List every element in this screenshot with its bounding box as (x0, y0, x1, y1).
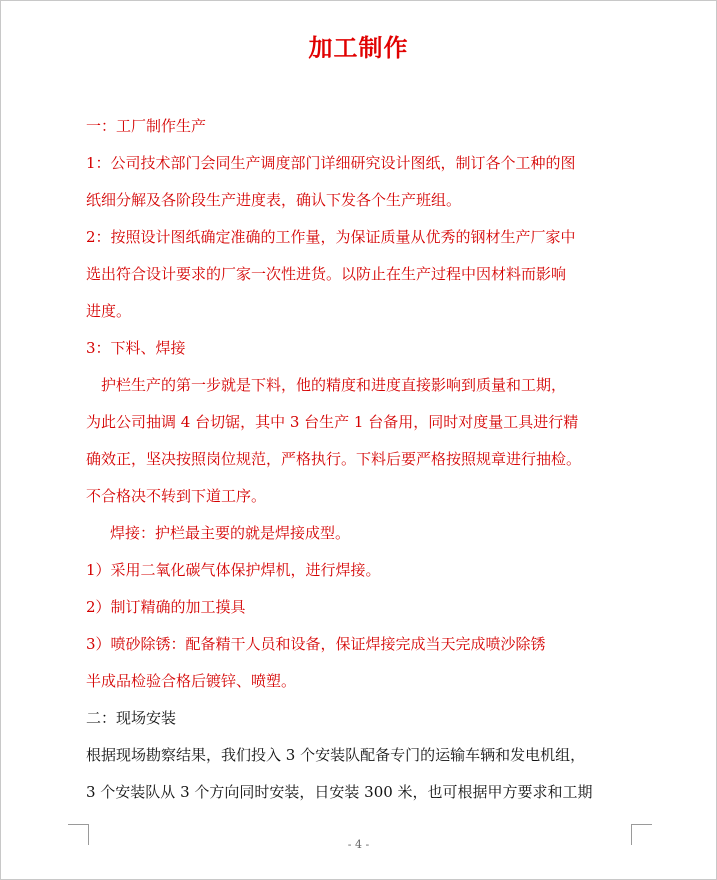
paragraph-line: 为此公司抽调 4 台切锯，其中 3 台生产 1 台备用，同时对度量工具进行精 (86, 413, 579, 431)
paragraph-line: 纸细分解及各阶段生产进度表，确认下发各个生产班组。 (86, 191, 462, 209)
paragraph-line: 2：按照设计图纸确定准确的工作量，为保证质量从优秀的钢材生产厂家中 (86, 228, 576, 246)
paragraph-line: 选出符合设计要求的厂家一次性进货。以防止在生产过程中因材料而影响 (86, 265, 567, 283)
paragraph-line: 根据现场勘察结果，我们投入 3 个安装队配备专门的运输车辆和发电机组， (86, 746, 586, 764)
section-heading-site-install: 二：现场安装 (86, 709, 177, 727)
paragraph-line: 不合格决不转到下道工序。 (86, 487, 267, 505)
paragraph-line: 1：公司技术部门会同生产调度部门详细研究设计图纸，制订各个工种的图 (86, 154, 576, 172)
section-heading-factory: 一：工厂制作生产 (86, 117, 207, 135)
page-number: - 4 - (347, 838, 370, 851)
page-title: 加工制作 (308, 33, 409, 62)
paragraph-line: 3 个安装队从 3 个方向同时安装，日安装 300 米，也可根据甲方要求和工期 (86, 783, 593, 801)
paragraph-line: 确效正，坚决按照岗位规范，严格执行。下料后要严格按照规章进行抽检。 (86, 450, 582, 468)
list-item: 2）制订精确的加工摸具 (86, 598, 246, 616)
paragraph-line: 半成品检验合格后镀锌、喷塑。 (86, 672, 297, 690)
document-body (86, 108, 646, 811)
paragraph-line: 护栏生产的第一步就是下料，他的精度和进度直接影响到质量和工期， (101, 376, 567, 394)
paragraph-line: 进度。 (86, 302, 132, 320)
subsection-heading-cutting-welding: 3：下料、焊接 (86, 339, 186, 357)
paragraph-line: 焊接：护栏最主要的就是焊接成型。 (110, 524, 351, 542)
list-item: 1）采用二氧化碳气体保护焊机，进行焊接。 (86, 561, 381, 579)
list-item: 3）喷砂除锈：配备精干人员和设备，保证焊接完成当天完成喷沙除锈 (86, 635, 546, 653)
